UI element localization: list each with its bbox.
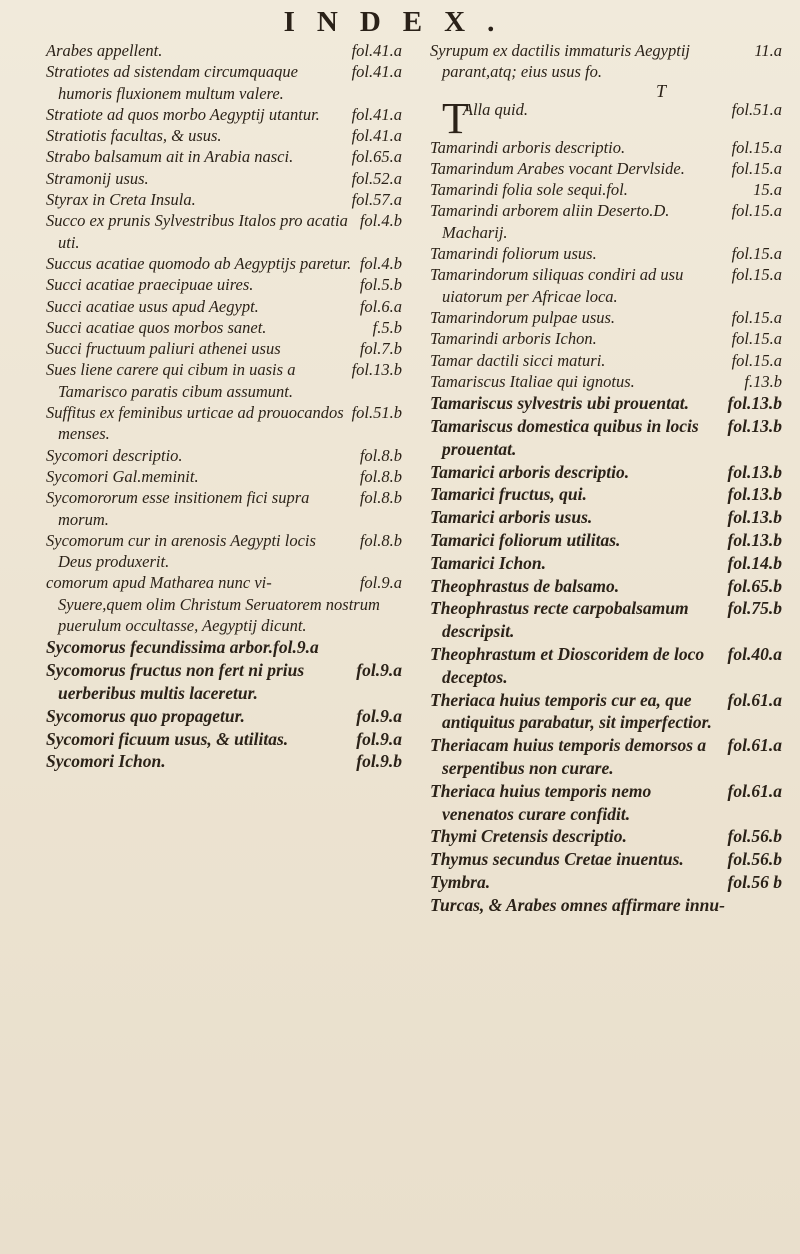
- index-entry: [46, 466, 402, 487]
- entry-text: Succus acatiae quomodo ab Aegyptijs paretur.: [46, 253, 352, 273]
- folio-reference: fol.9.a: [356, 705, 402, 726]
- index-entry: [46, 750, 402, 773]
- folio-reference: fol.9.a: [359, 573, 402, 593]
- entry-text: Tamarici Ichon.: [430, 552, 547, 573]
- folio-reference: fol.8.b: [359, 466, 402, 486]
- entry-text: Tamariscus Italiae qui ignotus.: [430, 371, 635, 391]
- folio-reference: fol.15.a: [731, 137, 782, 157]
- index-entry: [430, 734, 782, 780]
- index-entry: [430, 552, 782, 575]
- index-entry: [46, 40, 402, 61]
- folio-reference: fol.15.a: [731, 244, 782, 264]
- index-entry: [46, 104, 402, 125]
- folio-reference: 11.a: [754, 41, 782, 60]
- index-entry: [46, 530, 402, 573]
- folio-reference: fol.51.a: [731, 99, 782, 119]
- entry-text: Tamarindum Arabes vocant Dervlside.: [430, 158, 685, 178]
- entry-text: Tymbra.: [430, 871, 491, 892]
- folio-reference: 15.a: [753, 180, 782, 200]
- folio-reference: fol.8.b: [359, 445, 402, 465]
- index-entry: [430, 200, 782, 243]
- folio-reference: fol.13.b: [727, 507, 782, 528]
- entry-text: Succi acatiae quos morbos sanet.: [46, 317, 267, 337]
- folio-reference: f.13.b: [744, 371, 782, 391]
- folio-reference: fol.4.b: [359, 253, 402, 273]
- entry-text: Tamarindi foliorum usus.: [430, 244, 597, 264]
- folio-reference: fol.65.b: [727, 575, 782, 596]
- folio-reference: fol.15.a: [731, 201, 782, 221]
- index-entry: [46, 146, 402, 167]
- index-entry: [430, 137, 782, 158]
- folio-reference: fol.13.b: [727, 529, 782, 550]
- index-entry: [430, 780, 782, 826]
- folio-reference: fol.15.a: [731, 307, 782, 327]
- drop-cap-letter: T: [442, 93, 469, 143]
- right-column: [430, 40, 782, 916]
- folio-reference: fol.13.b: [351, 360, 402, 380]
- entry-text: Tamarindi arboris descriptio.: [430, 137, 626, 157]
- index-entry: [430, 328, 782, 349]
- entry-text: Thymi Cretensis descriptio.: [430, 826, 627, 847]
- entry-text: Stramonij usus.: [46, 168, 149, 188]
- folio-reference: fol.65.a: [351, 147, 402, 167]
- entry-text: Tamarindi folia sole sequi.fol.: [430, 180, 628, 200]
- index-entry: [46, 61, 402, 104]
- index-entry: [430, 689, 782, 735]
- entry-text: Tamar dactili sicci maturi.: [430, 350, 606, 370]
- entry-text: Tamariscus domestica quibus in locis prouentat.: [430, 415, 699, 459]
- folio-reference: fol.75.b: [727, 598, 782, 619]
- entry-text: Strabo balsamum ait in Arabia nasci.: [46, 147, 294, 167]
- index-entry: [430, 264, 782, 307]
- folio-reference: fol.13.b: [727, 415, 782, 436]
- folio-reference: f.5.b: [372, 317, 402, 337]
- index-entry: [430, 371, 782, 392]
- entry-text: Arabes appellent.: [46, 41, 163, 60]
- folio-reference: fol.40.a: [727, 643, 782, 664]
- folio-reference: fol.56.b: [727, 849, 782, 870]
- entry-text: Stratiotes ad sistendam circumquaque humoris fluxionem multum valere.: [46, 62, 298, 103]
- entry-text: Stratiote ad quos morbo Aegyptij utantur.: [46, 104, 320, 124]
- folio-reference: fol.61.a: [727, 735, 782, 756]
- folio-reference: fol.5.b: [359, 275, 402, 295]
- entry-text: Succo ex prunis Sylvestribus Italos pro acatia uti.: [46, 211, 348, 252]
- left-column: [46, 40, 402, 773]
- index-entry: [430, 825, 782, 848]
- entry-text: Tamarici fructus, qui.: [430, 484, 587, 505]
- entry-text: Sycomori Gal.meminit.: [46, 466, 199, 486]
- entry-text: Tamarindi arborem aliin Deserto.D. Macharij.: [430, 201, 670, 242]
- folio-reference: fol.56 b: [727, 871, 782, 892]
- index-entry: [430, 894, 782, 917]
- folio-reference: fol.9.a: [356, 728, 402, 749]
- folio-reference: fol.61.a: [727, 780, 782, 801]
- entry-text: Tamarindorum siliquas condiri ad usu uiatorum per Africae loca.: [430, 265, 684, 306]
- entry-text: Styrax in Creta Insula.: [46, 190, 196, 210]
- entry-text: Sycomori Ichon.: [46, 751, 166, 772]
- folio-reference: fol.13.b: [727, 461, 782, 482]
- entry-text: Sycomorus fecundissima arbor.fol.9.a: [46, 637, 319, 658]
- index-entry: [46, 317, 402, 338]
- index-entry: [430, 575, 782, 598]
- folio-reference: fol.15.a: [731, 350, 782, 370]
- index-entry: [430, 392, 782, 415]
- index-entry: [46, 728, 402, 751]
- folio-reference: fol.4.b: [359, 211, 402, 231]
- entry-text: Tamariscus sylvestris ubi prouentat.: [430, 393, 689, 414]
- entry-text: Suffitus ex feminibus urticae ad prouocandos menses.: [46, 403, 344, 444]
- entry-text: Turcas, & Arabes omnes affirmare innu-: [430, 894, 725, 915]
- index-entry: [46, 253, 402, 274]
- index-entry: [46, 338, 402, 359]
- folio-reference: fol.51.b: [351, 403, 402, 423]
- entry-text: Theriaca huius temporis cur ea, que antiquitus parabatur, sit imperfectior.: [430, 689, 712, 733]
- index-entry: [430, 529, 782, 552]
- folio-reference: fol.57.a: [351, 190, 402, 210]
- entry-text: Succi acatiae usus apud Aegypt.: [46, 296, 259, 316]
- folio-reference: fol.41.a: [351, 41, 402, 60]
- entry-text: Sycomorus fructus non fert ni prius uerberibus multis laceretur.: [46, 660, 305, 703]
- index-entry: [46, 125, 402, 146]
- entry-text: Succi fructuum paliuri athenei usus: [46, 339, 281, 359]
- folio-reference: fol.9.b: [356, 751, 402, 772]
- folio-reference: fol.14.b: [727, 552, 782, 573]
- index-entry: [46, 445, 402, 466]
- index-entry: [430, 483, 782, 506]
- index-entry: [46, 572, 402, 636]
- index-entry: [46, 705, 402, 728]
- index-entry: [430, 506, 782, 529]
- entry-text: Theophrastus recte carpobalsamum descripsit.: [430, 598, 689, 642]
- entry-text: Tamarindorum pulpae usus.: [430, 307, 616, 327]
- folio-reference: fol.15.a: [731, 158, 782, 178]
- index-entry: [430, 597, 782, 643]
- index-entry: [430, 848, 782, 871]
- index-entry: [430, 461, 782, 484]
- entry-text: Tamarici arboris usus.: [430, 507, 593, 528]
- folio-reference: fol.9.a: [356, 660, 402, 681]
- page-title: INDEX.: [283, 6, 517, 38]
- folio-reference: fol.52.a: [351, 168, 402, 188]
- entry-text: Sues liene carere qui cibum in uasis a Tamarisco paratis cibum assumunt.: [46, 360, 296, 401]
- folio-reference: fol.6.a: [359, 296, 402, 316]
- index-entry: [430, 871, 782, 894]
- index-entry: [430, 93, 782, 143]
- index-entry: [46, 274, 402, 295]
- index-entry: [46, 359, 402, 402]
- folio-reference: fol.8.b: [359, 530, 402, 550]
- index-entry: [46, 168, 402, 189]
- entry-text: Syrupum ex dactilis immaturis Aegyptij parant,atq; eius usus fo.: [430, 41, 690, 82]
- entry-text: Sycomorus quo propagetur.: [46, 705, 245, 726]
- entry-text: Theriacam huius temporis demorsos a serpentibus non curare.: [430, 735, 707, 778]
- folio-reference: fol.13.b: [727, 484, 782, 505]
- index-entry: [430, 179, 782, 200]
- index-entry: [430, 350, 782, 371]
- index-entry: [430, 243, 782, 264]
- index-entry: [46, 296, 402, 317]
- folio-reference: fol.13.b: [727, 393, 782, 414]
- entry-text: Alla quid.: [462, 99, 528, 119]
- folio-reference: fol.41.a: [351, 62, 402, 82]
- entry-text: Tamarindi arboris Ichon.: [430, 329, 597, 349]
- entry-text: Sycomororum esse insitionem fici supra morum.: [46, 488, 310, 529]
- entry-text: Tamarici arboris descriptio.: [430, 461, 630, 482]
- folio-reference: fol.56.b: [727, 826, 782, 847]
- index-entry: [46, 636, 402, 659]
- index-entry: [430, 307, 782, 328]
- folio-reference: fol.41.a: [351, 126, 402, 146]
- index-entry: [430, 415, 782, 461]
- folio-reference: fol.61.a: [727, 689, 782, 710]
- entry-text: Sycomorum cur in arenosis Aegypti locis Deus produxerit.: [46, 530, 316, 572]
- folio-reference: fol.15.a: [731, 265, 782, 285]
- entry-text: Theriaca huius temporis nemo venenatos curare confidit.: [430, 780, 652, 824]
- folio-reference: fol.8.b: [359, 488, 402, 508]
- entry-text: Succi acatiae praecipuae uires.: [46, 275, 254, 295]
- folio-reference: fol.15.a: [731, 329, 782, 349]
- folio-reference: fol.7.b: [359, 339, 402, 359]
- index-entry: [46, 659, 402, 705]
- index-entry: [46, 210, 402, 253]
- entry-text: Sycomori descriptio.: [46, 445, 183, 465]
- section-letter: T: [655, 80, 666, 101]
- index-entry: [46, 487, 402, 530]
- entry-text: Tamarici foliorum utilitas.: [430, 529, 621, 550]
- index-entry: [46, 189, 402, 210]
- entry-text: Sycomori ficuum usus, & utilitas.: [46, 728, 289, 749]
- entry-text: Theophrastus de balsamo.: [430, 575, 620, 596]
- folio-reference: fol.41.a: [351, 104, 402, 124]
- entry-text: comorum apud Matharea nunc vi-Syuere,quem olim Christum Seruatorem nostrum puerulum occultasse, Aegyptij dicunt.: [46, 573, 380, 636]
- index-entry: [430, 40, 782, 83]
- entry-text: Thymus secundus Cretae inuentus.: [430, 849, 684, 870]
- entry-text: Stratiotis facultas, & usus.: [46, 126, 222, 146]
- index-entry: [430, 643, 782, 689]
- index-entry: [430, 158, 782, 179]
- index-entry: [46, 402, 402, 445]
- entry-text: Theophrastum et Dioscoridem de loco deceptos.: [430, 643, 705, 687]
